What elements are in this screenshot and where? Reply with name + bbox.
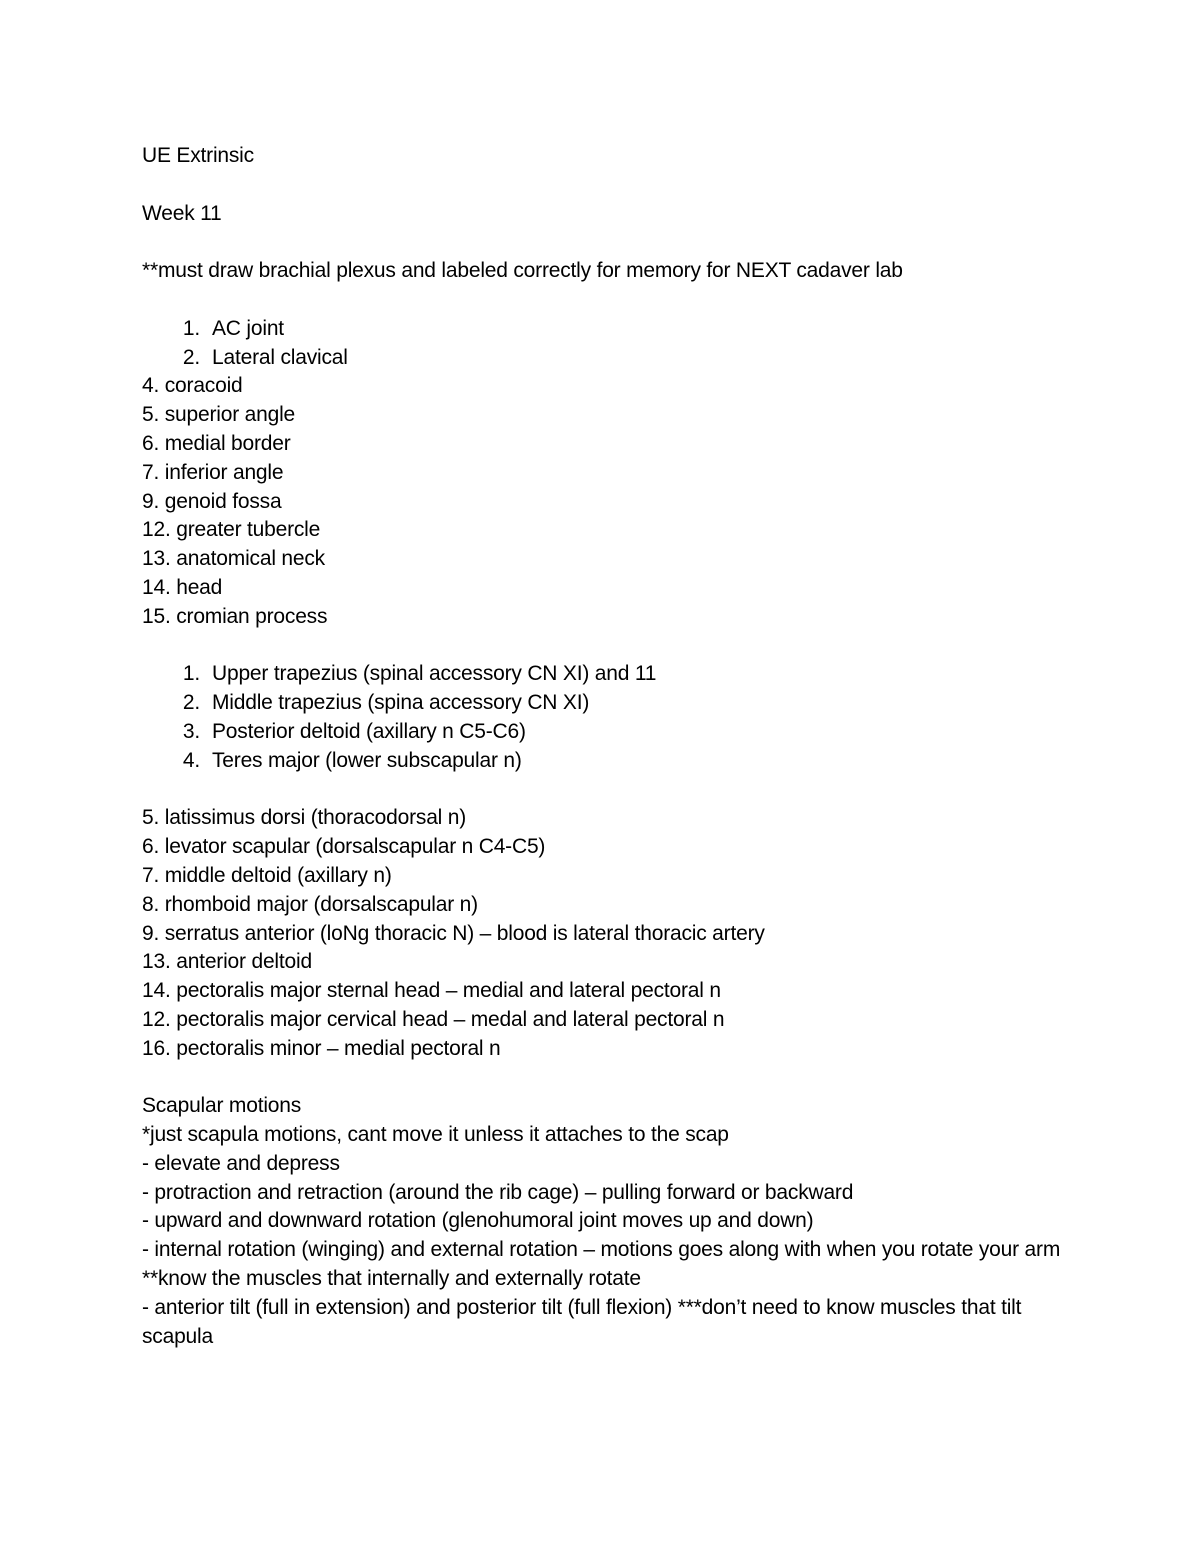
text-line: - anterior tilt (full in extension) and posterior tilt (full flexion) ***don’t need to know muscles that tilt scapula — [142, 1295, 1022, 1348]
document-title: UE Extrinsic — [142, 144, 254, 167]
text-line: 5. superior angle — [142, 403, 296, 427]
list-text: Lateral clavical — [212, 345, 348, 369]
document-body — [142, 142, 1062, 1351]
list-text: Posterior deltoid (axillary n C5-C6) — [212, 719, 526, 743]
list-item — [142, 718, 1062, 747]
text-line: 16. pectoralis minor – medial pectoral n — [142, 1036, 501, 1060]
muscle-lines — [142, 804, 1062, 1063]
text-line: - internal rotation (winging) and external rotation – motions goes along with when you rotate your arm **know the muscles that internally and externally rotate — [142, 1238, 1061, 1291]
text-line: 4. coracoid — [142, 374, 243, 398]
list-text: AC joint — [212, 316, 284, 340]
list-item — [142, 689, 1062, 718]
text-line: 8. rhomboid major (dorsalscapular n) — [142, 892, 478, 916]
list-number: 3. — [182, 719, 200, 743]
list-text: Teres major (lower subscapular n) — [212, 748, 522, 772]
list-item — [142, 660, 1062, 689]
list-item — [142, 747, 1062, 776]
bone-landmark-lines — [142, 372, 1062, 631]
list-item — [142, 315, 1062, 344]
text-line: 9. serratus anterior (loNg thoracic N) – blood is lateral thoracic artery — [142, 921, 765, 945]
text-line: - elevate and depress — [142, 1151, 340, 1175]
text-line: 13. anterior deltoid — [142, 950, 312, 974]
text-line: *just scapula motions, cant move it unless it attaches to the scap — [142, 1123, 729, 1147]
week-label: Week 11 — [142, 201, 222, 225]
text-line: 5. latissimus dorsi (thoracodorsal n) — [142, 806, 467, 830]
list-number: 1. — [182, 662, 200, 686]
text-line: 12. greater tubercle — [142, 518, 321, 542]
text-line: 13. anatomical neck — [142, 547, 325, 571]
text-line: 12. pectoralis major cervical head – medal and lateral pectoral n — [142, 1007, 725, 1031]
text-line: 7. inferior angle — [142, 460, 284, 484]
text-line: 6. levator scapular (dorsalscapular n C4-C5) — [142, 835, 546, 859]
list-number: 1. — [182, 316, 200, 340]
list-number: 2. — [182, 691, 200, 715]
list-item — [142, 344, 1062, 373]
text-line: 14. head — [142, 575, 223, 599]
list-number: 2. — [182, 345, 200, 369]
text-line: - upward and downward rotation (glenohumoral joint moves up and down) — [142, 1209, 814, 1233]
text-line: 14. pectoralis major sternal head – medial and lateral pectoral n — [142, 979, 721, 1003]
text-line: 6. medial border — [142, 431, 291, 455]
text-line: - protraction and retraction (around the rib cage) – pulling forward or backward — [142, 1180, 854, 1204]
text-line: 15. cromian process — [142, 604, 328, 628]
numbered-list-muscles — [142, 660, 1062, 775]
list-text: Middle trapezius (spina accessory CN XI) — [212, 691, 590, 715]
list-number: 4. — [182, 748, 200, 772]
note-text: **must draw brachial plexus and labeled correctly for memory for NEXT cadaver lab — [142, 259, 903, 283]
numbered-list-landmarks — [142, 315, 1062, 373]
scapular-motions-section — [142, 1092, 1062, 1351]
text-line: 9. genoid fossa — [142, 489, 282, 513]
list-text: Upper trapezius (spinal accessory CN XI) and 11 — [212, 662, 657, 686]
text-line: 7. middle deltoid (axillary n) — [142, 863, 392, 887]
section-heading: Scapular motions — [142, 1094, 302, 1118]
